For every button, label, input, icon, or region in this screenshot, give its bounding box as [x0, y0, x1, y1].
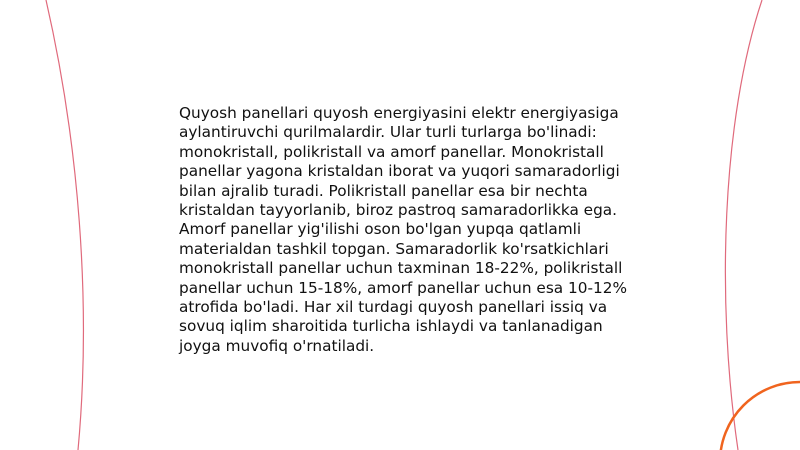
left-arc-line: [46, 0, 83, 450]
body-paragraph: Quyosh panellari quyosh energiyasini elektr energiyasiga aylantiruvchi qurilmalardir. Ular turli turlarga bo'linadi: monokristall, polikristall va amorf panellar. Monokristall panellar yagona kristaldan iborat va yuqori samaradorligi bilan ajralib turadi. Polikristall panellar esa bir nechta kristaldan tayyorlanib, biroz pastroq samaradorlikka ega. Amorf panellar yig'ilishi oson bo'lgan yupqa qatlamli materialdan tashkil topgan. Samaradorlik ko'rsatkichlari monokristall panellar uchun taxminan 18-22%, polikristall panellar uchun 15-18%, amorf panellar uchun esa 10-12% atrofida bo'ladi. Har xil turdagi quyosh panellari issiq va sovuq iqlim sharoitida turlicha ishlaydi va tanlanadigan joyga muvofiq o'rnatiladi.: [179, 104, 628, 355]
orange-circle: [720, 382, 800, 450]
right-arc-line: [725, 0, 762, 450]
